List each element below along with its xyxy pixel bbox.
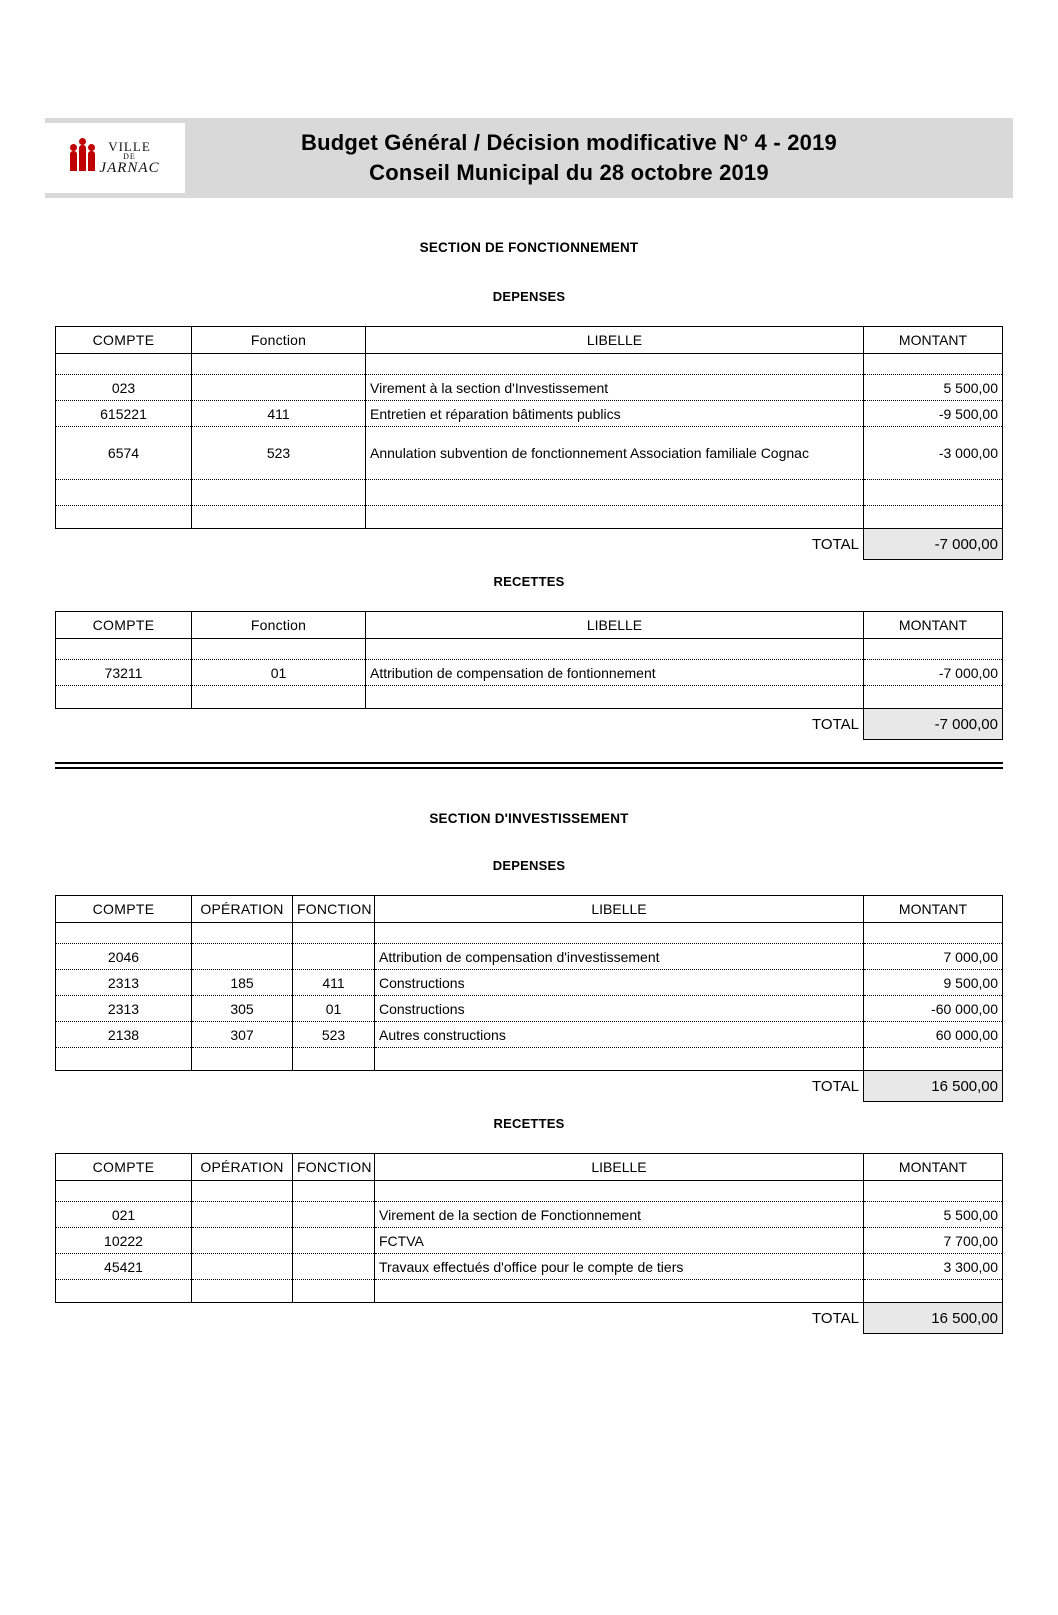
ville-de-jarnac-logo: [45, 123, 185, 193]
cell-fonction: [293, 944, 375, 970]
table-header-row: [56, 327, 1003, 354]
table-row: [56, 401, 1003, 427]
table-recettes-fonctionnement: [55, 611, 1003, 740]
table-blank-row: [56, 1280, 1003, 1303]
header-fonction: Fonction: [192, 327, 366, 354]
total-label: TOTAL: [812, 1309, 859, 1327]
cell-compte: 45421: [56, 1254, 192, 1280]
header-compte: COMPTE: [56, 896, 192, 923]
cell-operation: [192, 944, 293, 970]
cell-compte: 023: [56, 375, 192, 401]
table-spacer-row: [56, 354, 1003, 375]
total-label: TOTAL: [812, 535, 859, 553]
cell-fonction: 411: [192, 401, 366, 427]
three-figures-icon: [70, 145, 95, 171]
table-row: [56, 996, 1003, 1022]
cell-compte: 6574: [56, 427, 192, 480]
cell-operation: [192, 1202, 293, 1228]
table-row: [56, 970, 1003, 996]
header-libelle: LIBELLE: [366, 612, 864, 639]
table-total-row: [56, 1303, 1003, 1334]
subtitle-depenses-investissement: DEPENSES: [492, 858, 566, 873]
table-row: [56, 427, 1003, 480]
table-row: [56, 944, 1003, 970]
total-label: TOTAL: [812, 1077, 859, 1095]
logo-line-1: VILLE: [108, 139, 151, 154]
header-libelle: LIBELLE: [375, 896, 864, 923]
cell-compte: 615221: [56, 401, 192, 427]
table-depenses-investissement: [55, 895, 1003, 1102]
table-header-row: [56, 896, 1003, 923]
total-value: -7 000,00: [864, 529, 1003, 560]
logo-line-3: JARNAC: [99, 160, 160, 176]
table-spacer-row: [56, 1181, 1003, 1202]
cell-operation: 305: [192, 996, 293, 1022]
section-divider: [55, 762, 1003, 769]
cell-montant: 9 500,00: [864, 970, 1003, 996]
cell-libelle: Constructions: [375, 970, 864, 996]
table-row: [56, 660, 1003, 686]
cell-compte: 2313: [56, 996, 192, 1022]
cell-compte: 10222: [56, 1228, 192, 1254]
cell-fonction: [192, 375, 366, 401]
document-page: [0, 118, 1058, 1615]
cell-fonction: [293, 1254, 375, 1280]
cell-montant: -3 000,00: [864, 427, 1003, 480]
table-spacer-row: [56, 639, 1003, 660]
header-compte: COMPTE: [56, 1154, 192, 1181]
table-header-row: [56, 1154, 1003, 1181]
header-fonction: FONCTION: [293, 1154, 375, 1181]
page-title: Budget Général / Décision modificative N° 4 - 2019: [301, 130, 837, 156]
header-montant: MONTANT: [864, 896, 1003, 923]
table-row: [56, 375, 1003, 401]
cell-fonction: 01: [192, 660, 366, 686]
cell-operation: 307: [192, 1022, 293, 1048]
header-montant: MONTANT: [864, 1154, 1003, 1181]
logo-line-2: DE: [123, 152, 136, 161]
total-label: TOTAL: [812, 715, 859, 733]
table-row: [56, 1228, 1003, 1254]
cell-montant: -60 000,00: [864, 996, 1003, 1022]
table-row: [56, 1202, 1003, 1228]
table-row: [56, 1022, 1003, 1048]
cell-fonction: [293, 1228, 375, 1254]
header-montant: MONTANT: [864, 327, 1003, 354]
table-depenses-fonctionnement: [55, 326, 1003, 560]
cell-libelle: Virement de la section de Fonctionnement: [375, 1202, 864, 1228]
cell-libelle: Virement à la section d'Investissement: [366, 375, 864, 401]
cell-compte: 2046: [56, 944, 192, 970]
subtitle-depenses-fonctionnement: DEPENSES: [492, 289, 566, 304]
header-compte: COMPTE: [56, 327, 192, 354]
cell-montant: 7 000,00: [864, 944, 1003, 970]
table-blank-row: [56, 686, 1003, 709]
cell-montant: 7 700,00: [864, 1228, 1003, 1254]
cell-fonction: 01: [293, 996, 375, 1022]
cell-montant: -9 500,00: [864, 401, 1003, 427]
total-value: -7 000,00: [864, 709, 1003, 740]
header-libelle: LIBELLE: [366, 327, 864, 354]
cell-libelle: Attribution de compensation de fontionnement: [366, 660, 864, 686]
cell-fonction: 523: [192, 427, 366, 480]
cell-operation: [192, 1254, 293, 1280]
header-operation: OPÉRATION: [192, 1154, 293, 1181]
table-blank-row: [56, 506, 1003, 529]
cell-libelle: FCTVA: [375, 1228, 864, 1254]
total-value: 16 500,00: [864, 1303, 1003, 1334]
cell-compte: 2313: [56, 970, 192, 996]
cell-libelle: Travaux effectués d'office pour le compte de tiers: [375, 1254, 864, 1280]
cell-libelle: Autres constructions: [375, 1022, 864, 1048]
subtitle-recettes-investissement: RECETTES: [493, 1116, 565, 1131]
cell-montant: 5 500,00: [864, 1202, 1003, 1228]
page-subtitle: Conseil Municipal du 28 octobre 2019: [369, 160, 769, 185]
table-spacer-row: [56, 923, 1003, 944]
section-title-investissement: SECTION D'INVESTISSEMENT: [429, 811, 629, 826]
section-title-fonctionnement: SECTION DE FONCTIONNEMENT: [419, 240, 639, 255]
header-montant: MONTANT: [864, 612, 1003, 639]
cell-montant: 5 500,00: [864, 375, 1003, 401]
cell-compte: 73211: [56, 660, 192, 686]
cell-compte: 021: [56, 1202, 192, 1228]
cell-fonction: [293, 1202, 375, 1228]
table-total-row: [56, 1071, 1003, 1102]
cell-libelle: Annulation subvention de fonctionnement Association familiale Cognac: [366, 427, 864, 480]
header-fonction: FONCTION: [293, 896, 375, 923]
document-header: [45, 118, 1013, 198]
table-header-row: [56, 612, 1003, 639]
table-recettes-investissement: [55, 1153, 1003, 1334]
total-value: 16 500,00: [864, 1071, 1003, 1102]
cell-libelle: Constructions: [375, 996, 864, 1022]
cell-libelle: Attribution de compensation d'investissement: [375, 944, 864, 970]
table-total-row: [56, 529, 1003, 560]
table-row: [56, 1254, 1003, 1280]
subtitle-recettes-fonctionnement: RECETTES: [493, 574, 565, 589]
header-libelle: LIBELLE: [375, 1154, 864, 1181]
header-fonction: Fonction: [192, 612, 366, 639]
cell-montant: 3 300,00: [864, 1254, 1003, 1280]
cell-montant: 60 000,00: [864, 1022, 1003, 1048]
table-blank-row: [56, 480, 1003, 506]
cell-fonction: 523: [293, 1022, 375, 1048]
table-blank-row: [56, 1048, 1003, 1071]
cell-montant: -7 000,00: [864, 660, 1003, 686]
cell-libelle: Entretien et réparation bâtiments publics: [366, 401, 864, 427]
header-operation: OPÉRATION: [192, 896, 293, 923]
cell-operation: [192, 1228, 293, 1254]
header-compte: COMPTE: [56, 612, 192, 639]
cell-fonction: 411: [293, 970, 375, 996]
cell-compte: 2138: [56, 1022, 192, 1048]
table-total-row: [56, 709, 1003, 740]
cell-operation: 185: [192, 970, 293, 996]
